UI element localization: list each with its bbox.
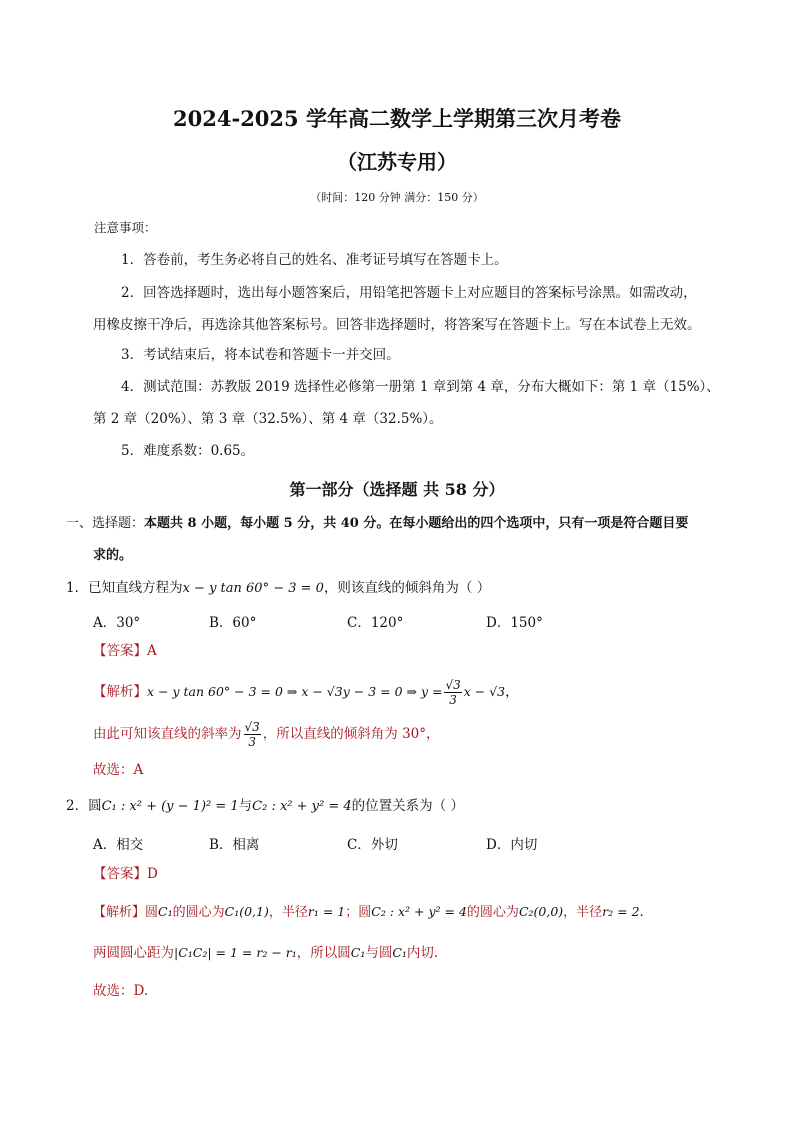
q2-stem-prefix: 2．圆 [66, 798, 102, 814]
q2-stem-suffix: 的位置关系为（ ） [351, 798, 464, 814]
q2-line2-t3: 与圆 [365, 945, 393, 961]
q1-option-d: D．150° [486, 615, 543, 631]
q1-analysis-end: ， [505, 684, 519, 700]
q2-option-b: B．相离 [209, 837, 260, 853]
q1-line2-frac-num: √3 [244, 720, 260, 734]
q2-analysis-t4: ；圆 [345, 905, 372, 920]
q2-answer-value: D [147, 866, 158, 882]
q1-line2-suffix: ，所以直线的倾斜角为 30°， [262, 726, 440, 742]
note-item-4-line2: 第 2 章（20%）、第 3 章（32.5%）、第 4 章（32.5%）。 [93, 411, 443, 427]
note-item-2-line2: 用橡皮擦干净后，再选涂其他答案标号。回答非选择题时，将答案写在答题卡上。写在本试卷上无效。 [93, 317, 701, 333]
q2-stem [66, 796, 464, 817]
q2-analysis-t3: ，半径 [268, 905, 308, 920]
q1-line2-frac-den: 3 [248, 735, 256, 749]
notes-heading: 注意事项： [94, 220, 157, 235]
part-prefix: 一、选择题： [66, 516, 145, 531]
q1-analysis-frac-den: 3 [449, 693, 457, 707]
q2-option-c: C．外切 [347, 837, 398, 853]
q2-line2-t2: ，所以圆 [296, 945, 351, 961]
q1-analysis-math-a: x − y tan 60° − 3 = 0 ⇒ x − √3y − 3 = 0 ⇒ y = [147, 684, 443, 699]
q2-analysis-t2: 的圆心为 [172, 905, 225, 920]
q2-analysis-m4: C₂ : x² + y² = 4 [371, 904, 467, 919]
q2-line2-t4: 内切. [406, 945, 439, 961]
q2-analysis-m3: r₁ = 1 [307, 904, 346, 919]
q2-stem-circle2: C₂ : x² + y² = 4 [252, 799, 352, 814]
q2-option-a: A．相交 [93, 837, 144, 853]
q2-analysis-m5: C₂(0,0) [518, 904, 564, 919]
part-instructions-bold: 本题共 8 小题，每小题 5 分，共 40 分。在每小题给出的四个选项中，只有一项是符合题目要 [144, 516, 689, 531]
note-item-3: 3．考试结束后，将本试卷和答题卡一并交回。 [121, 347, 400, 363]
q2-conclusion: 故选：D. [93, 983, 149, 999]
q2-analysis-t1: 圆 [145, 905, 159, 920]
section-title: 第一部分（选择题 共 58 分） [289, 480, 505, 499]
q1-answer [93, 641, 157, 661]
note-item-1: 1．答卷前，考生务必将自己的姓名、准考证号填写在答题卡上。 [121, 252, 508, 268]
q1-analysis-line2 [93, 720, 440, 749]
q2-analysis-m6: r₂ = 2 [602, 904, 640, 919]
q1-option-a: A．30° [93, 615, 141, 631]
q2-answer-label: 【答案】 [93, 866, 147, 882]
q1-stem-equation: x − y tan 60° − 3 = 0 [182, 581, 324, 596]
q1-option-b: B．60° [209, 615, 257, 631]
q2-line2-m2: C₁ [350, 945, 366, 960]
q2-line2-t1: 两圆圆心距为 [93, 945, 174, 961]
q2-analysis-t6: ，半径 [563, 905, 603, 920]
q1-stem [66, 578, 490, 599]
q2-option-d: D．内切 [486, 837, 538, 853]
q1-stem-prefix: 1．已知直线方程为 [66, 580, 183, 596]
q2-analysis-t7: . [639, 905, 644, 920]
q2-analysis [93, 902, 644, 923]
q2-analysis-line2 [93, 943, 438, 963]
q1-conclusion: 故选：A [93, 762, 144, 778]
q2-analysis-label: 【解析】 [93, 905, 146, 920]
q2-answer [93, 864, 158, 884]
q1-answer-value: A [147, 643, 157, 659]
q2-stem-circle1: C₁ : x² + (y − 1)² = 1 [101, 799, 239, 814]
q1-analysis-fraction [444, 678, 461, 707]
q2-stem-mid: 与 [238, 798, 253, 814]
note-item-4-line1: 4．测试范围：苏教版 2019 选择性必修第一册第 1 章到第 4 章，分布大概如下：第 1 章（15%）、 [121, 379, 720, 395]
q2-analysis-t5: 的圆心为 [466, 905, 519, 920]
part-instructions-line1 [66, 514, 688, 534]
q2-line2-m3: C₁ [392, 945, 407, 960]
q2-analysis-m1: C₁ [158, 904, 173, 919]
q1-line2-prefix: 由此可知该直线的斜率为 [93, 726, 242, 742]
q2-line2-m1: |C₁C₂| = 1 = r₂ − r₁ [174, 945, 297, 960]
part-instructions-line2: 求的。 [93, 548, 133, 563]
note-item-2-line1: 2．回答选择题时，选出每小题答案后，用铅笔把答题卡上对应题目的答案标号涂黑。如需改动， [121, 285, 697, 301]
q2-analysis-m2: C₁(0,1) [224, 904, 269, 919]
q1-stem-suffix: ，则该直线的倾斜角为（ ） [323, 580, 491, 596]
q1-analysis [93, 678, 519, 707]
time-info: （时间：120 分钟 满分：150 分） [310, 191, 484, 204]
note-item-5: 5．难度系数：0.65。 [121, 443, 255, 459]
q1-option-c: C．120° [347, 615, 404, 631]
q1-answer-label: 【答案】 [93, 643, 147, 659]
q1-analysis-frac-num: √3 [445, 678, 461, 692]
q1-analysis-math-b: x − √3 [463, 684, 506, 699]
page-subtitle: （江苏专用） [337, 150, 457, 174]
q1-line2-fraction [244, 720, 261, 749]
q1-analysis-label: 【解析】 [93, 684, 147, 700]
page-title: 2024-2025 学年高二数学上学期第三次月考卷 [173, 106, 621, 131]
